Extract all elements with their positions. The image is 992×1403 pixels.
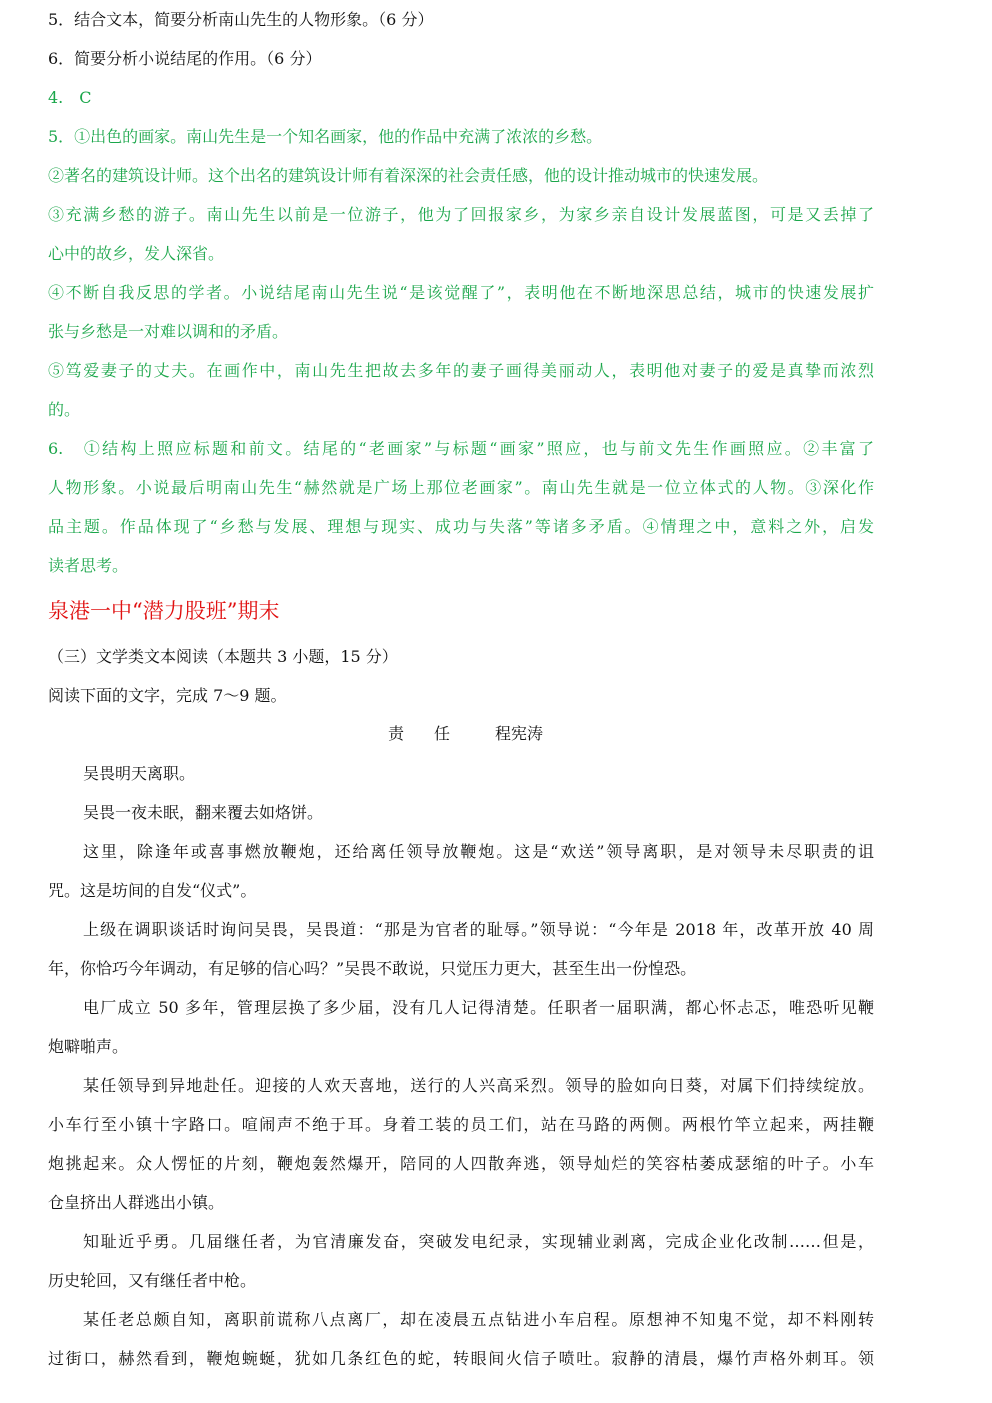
answer-5-line: ④不断自我反思的学者。小说结尾南山先生说“是该觉醒了”，表明他在不断地深思总结，城市的快速发展扩 <box>48 283 874 302</box>
story-line: 吴畏一夜未眠，翻来覆去如烙饼。 <box>83 803 324 822</box>
story-line: 咒。这是坊间的自发“仪式”。 <box>48 881 257 900</box>
answer-5-line: 心中的故乡，发人深省。 <box>48 244 225 263</box>
story-line: 炮挑起来。众人愣怔的片刻，鞭炮轰然爆开，陪同的人四散奔逃，领导灿烂的笑容枯萎成瑟缩的叶子。小车 <box>48 1154 874 1173</box>
story-title <box>388 722 543 746</box>
story-line: 某任老总颇自知，离职前谎称八点离厂，却在凌晨五点钻进小车启程。原想神不知鬼不觉，却不料刚转 <box>83 1310 874 1329</box>
story-line: 年，你恰巧今年调动，有足够的信心吗？”吴畏不敢说，只觉压力更大，甚至生出一份惶恐。 <box>48 959 697 978</box>
story-line: 过街口，赫然看到，鞭炮蜿蜒，犹如几条红色的蛇，转眼间火信子喷吐。寂静的清晨，爆竹声格外刺耳。领 <box>48 1349 874 1368</box>
story-line: 上级在调职谈话时询问吴畏，吴畏道：“那是为官者的耻辱。”领导说：“今年是 2018 年，改革开放 40 周 <box>83 920 874 939</box>
story-line: 小车行至小镇十字路口。喧闹声不绝于耳。身着工装的员工们，站在马路的两侧。两根竹竿立起来，两挂鞭 <box>48 1115 874 1134</box>
answer-6-line: 品主题。作品体现了“乡愁与发展、理想与现实、成功与失落”等诸多矛盾。④情理之中，意料之外，启发 <box>48 517 874 536</box>
section-subtitle: （三）文学类文本阅读（本题共 3 小题，15 分） <box>48 647 398 666</box>
answer-4: 4. C <box>48 88 92 107</box>
answer-6-line: 读者思考。 <box>48 556 129 575</box>
question-5: 5．结合文本，简要分析南山先生的人物形象。（6 分） <box>48 10 434 29</box>
story-line: 这里，除逢年或喜事燃放鞭炮，还给离任领导放鞭炮。这是“欢送”领导离职，是对领导未尽职责的诅 <box>83 842 874 861</box>
story-line: 历史轮回，又有继任者中枪。 <box>48 1271 257 1290</box>
answer-5-line: ③充满乡愁的游子。南山先生以前是一位游子，他为了回报家乡，为家乡亲自设计发展蓝图，可是又丢掉了 <box>48 205 874 224</box>
story-line: 吴畏明天离职。 <box>83 764 196 783</box>
story-line: 电厂成立 50 多年，管理层换了多少届，没有几人记得清楚。任职者一届职满，都心怀忐忑，唯恐听见鞭 <box>83 998 874 1017</box>
answer-5-line: 张与乡愁是一对难以调和的矛盾。 <box>48 322 289 341</box>
story-author: 程宪涛 <box>495 724 544 743</box>
story-line: 炮噼啪声。 <box>48 1037 129 1056</box>
answer-6-line: 人物形象。小说最后明南山先生“赫然就是广场上那位老画家”。南山先生就是一位立体式的人物。③深化作 <box>48 478 874 497</box>
answer-6-line: 6. ①结构上照应标题和前文。结尾的“老画家”与标题“画家”照应，也与前文先生作画照应。②丰富了 <box>48 439 874 458</box>
answer-5-line: ⑤笃爱妻子的丈夫。在画作中，南山先生把故去多年的妻子画得美丽动人，表明他对妻子的爱是真挚而浓烈 <box>48 361 874 380</box>
story-line: 知耻近乎勇。几届继任者，为官清廉发奋，突破发电纪录，实现辅业剥离，完成企业化改制……但是， <box>83 1232 874 1251</box>
question-6: 6．简要分析小说结尾的作用。（6 分） <box>48 49 322 68</box>
section-title: 泉港一中“潜力股班”期末 <box>48 599 280 623</box>
section-instruction: 阅读下面的文字，完成 7～9 题。 <box>48 686 287 705</box>
story-title-char: 任 <box>434 724 451 743</box>
answer-5-line: 的。 <box>48 400 81 419</box>
story-line: 仓皇挤出人群逃出小镇。 <box>48 1193 225 1212</box>
answer-5-line: 5．①出色的画家。南山先生是一个知名画家，他的作品中充满了浓浓的乡愁。 <box>48 127 603 146</box>
answer-5-line: ②著名的建筑设计师。这个出名的建筑设计师有着深深的社会责任感，他的设计推动城市的快速发展。 <box>48 166 769 185</box>
story-title-char: 责 <box>388 724 405 743</box>
story-line: 某任领导到异地赴任。迎接的人欢天喜地，送行的人兴高采烈。领导的脸如向日葵，对属下们持续绽放。 <box>83 1076 874 1095</box>
